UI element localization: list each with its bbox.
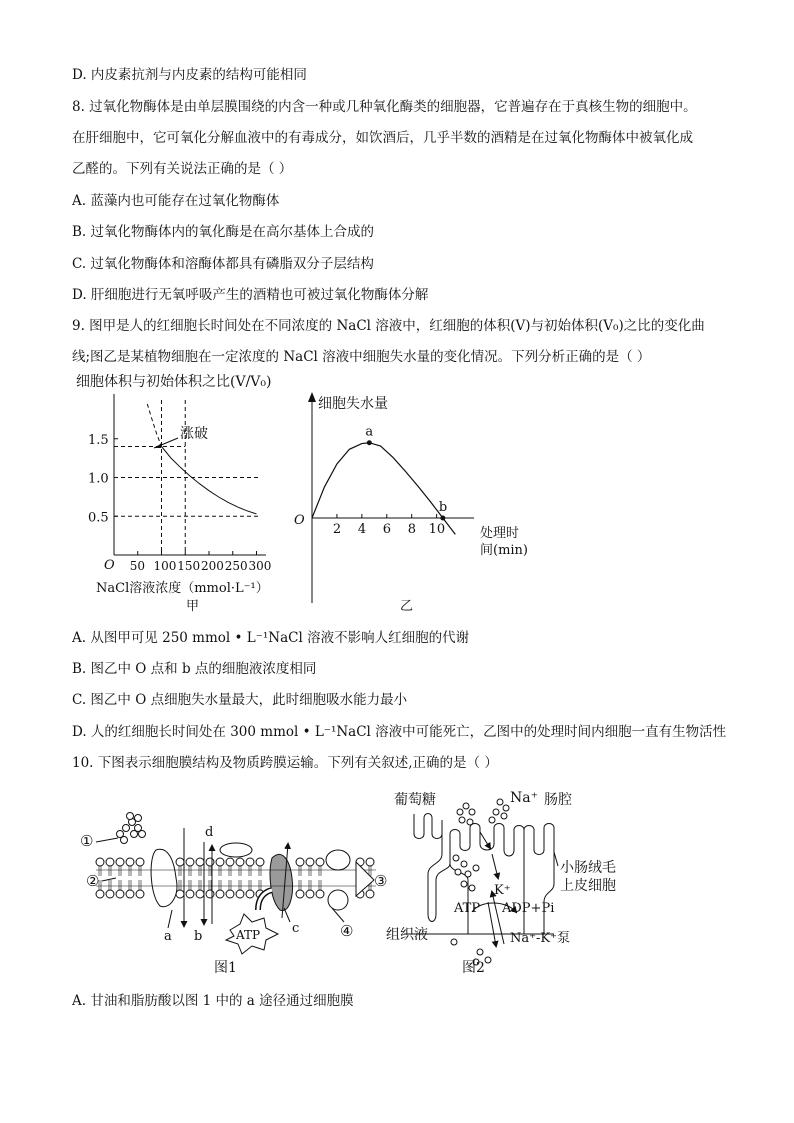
chart-jia-curve-dashed	[147, 404, 161, 447]
phospholipid-head	[216, 858, 224, 866]
chart-jia-y-tick-label: 1.0	[88, 471, 109, 487]
q9-stem-line-2: 线;图乙是某植物细胞在一定浓度的 NaCl 溶液中细胞失水量的变化情况。下列分析正确的是（ ）	[72, 349, 651, 365]
phospholipid-head	[236, 858, 244, 866]
glucose-molecule-icon	[473, 865, 479, 871]
chart-jia-x-tick-label: 50	[129, 559, 146, 573]
fig2-label-villus1: 小肠绒毛	[560, 860, 616, 876]
phospholipid-head	[256, 858, 264, 866]
glucose-molecule-icon	[493, 809, 499, 815]
glucose-molecule-icon	[459, 817, 465, 823]
fig2-label-adp: ADP+Pi	[502, 901, 555, 916]
glucose-molecule-icon	[489, 817, 495, 823]
glucose-molecule-icon	[451, 939, 457, 945]
protein-right	[326, 850, 350, 870]
chart-yi-point-a	[367, 440, 372, 445]
fig2-label-k: K⁺	[494, 883, 511, 898]
fig1-label-2: ②	[86, 872, 100, 890]
protein-a	[151, 849, 177, 906]
chart-jia	[66, 370, 306, 620]
chart-jia-origin: O	[104, 558, 115, 573]
glucose-molecule-icon	[463, 803, 469, 809]
chart-jia-x-tick-label: 300	[248, 559, 272, 573]
phospholipid-head	[206, 890, 214, 898]
epithelial-cell-middle	[450, 824, 524, 935]
q10-stem: 10. 下图表示细胞膜结构及物质跨膜运输。下列有关叙述,正确的是（ ）	[72, 755, 498, 771]
phospholipid-head	[246, 858, 254, 866]
phospholipid-head	[136, 890, 144, 898]
phospholipid-head	[186, 858, 194, 866]
phospholipid-head	[206, 858, 214, 866]
phospholipid-head	[106, 890, 114, 898]
fig2-label-lumen: 肠腔	[544, 792, 572, 808]
phospholipid-head	[196, 890, 204, 898]
fig1-label-c: c	[292, 921, 300, 936]
fig1-label-4: ④	[340, 922, 354, 940]
q9-option-c: C. 图乙中 O 点细胞失水量最大，此时细胞吸水能力最小	[72, 692, 408, 708]
glucose-molecule-icon	[497, 799, 503, 805]
q8-option-a: A. 蓝藻内也可能存在过氧化物酶体	[72, 193, 280, 209]
phospholipid-head	[246, 890, 254, 898]
fig2-label-pump: Na⁺-K⁺泵	[510, 931, 570, 946]
chart-yi-point-b	[440, 516, 445, 521]
protein-4	[328, 890, 348, 910]
fig1-label-1: ①	[80, 832, 94, 850]
q8-stem-line-1: 8. 过氧化物酶体是由单层膜围绕的内含一种或几种氧化酶类的细胞器，它普遍存在于真核生物的细胞中。	[72, 99, 697, 115]
fig2-label-glucose: 葡萄糖	[394, 792, 436, 808]
phospholipid-head	[116, 858, 124, 866]
fig2-label-na: Na⁺	[510, 790, 538, 806]
phospholipid-head	[96, 890, 104, 898]
phospholipid-head	[176, 890, 184, 898]
phospholipid-head	[196, 858, 204, 866]
chart-jia-xlabel: NaCl溶液浓度（mmol·L⁻¹）	[96, 581, 269, 596]
chart-yi	[290, 388, 550, 620]
chart-jia-title: 细胞体积与初始体积之比(V/V₀)	[76, 374, 272, 390]
q9-option-b: B. 图乙中 O 点和 b 点的细胞液浓度相同	[72, 661, 317, 677]
fig2-label-atp: ATP	[454, 901, 481, 916]
figure-1-membrane	[76, 788, 396, 984]
chart-yi-xlabel-2: 间(min)	[480, 543, 529, 558]
chart-yi-ylabel: 细胞失水量	[318, 396, 388, 412]
fig2-label-tissue: 组织液	[386, 927, 428, 943]
phospholipid-head	[106, 858, 114, 866]
chart-yi-point-label: b	[438, 500, 448, 515]
q9-stem-line-1: 9. 图甲是人的红细胞长时间处在不同浓度的 NaCl 溶液中，红细胞的体积(V)与初始体积(V₀)之比的变化曲	[72, 318, 705, 334]
glucose-molecule-icon	[461, 881, 467, 887]
phospholipid-head	[366, 858, 374, 866]
chart-jia-curve	[162, 447, 257, 514]
q8-stem-line-2: 在肝细胞中，它可氧化分解血液中的有毒成分，如饮酒后，几乎半数的酒精是在过氧化物酶体中被氧化成	[72, 130, 693, 146]
chart-yi-x-tick-label: 10	[428, 522, 446, 537]
fig1-label-d: d	[205, 825, 214, 840]
fig1-label-b: b	[194, 929, 203, 944]
chart-yi-origin: O	[294, 513, 305, 528]
phospholipid-head	[316, 890, 324, 898]
chart-jia-y-tick-label: 0.5	[88, 510, 109, 526]
glucose-molecule-icon	[457, 809, 463, 815]
q8-option-b: B. 过氧化物酶体内的氧化酶是在高尔基体上合成的	[72, 224, 375, 240]
chart-jia-caption: 甲	[186, 599, 200, 614]
phospholipid-head	[296, 890, 304, 898]
phospholipid-head	[316, 858, 324, 866]
chart-jia-x-tick-label: 100	[153, 559, 177, 573]
glucose-molecule-icon	[465, 871, 471, 877]
epithelial-cell-left	[414, 814, 450, 922]
chart-yi-x-tick-label: 4	[357, 522, 367, 537]
figure-2-intestine	[384, 784, 624, 984]
fig1-label-3: ③	[374, 872, 388, 890]
q7-option-d: D. 内皮素抗剂与内皮素的结构可能相同	[72, 67, 307, 83]
fig1-label-a: a	[164, 929, 172, 944]
phospholipid-head	[96, 858, 104, 866]
protein-top	[220, 843, 252, 857]
fig2-caption: 图2	[462, 960, 485, 976]
glucose-molecule-icon	[503, 805, 509, 811]
phospholipid-head	[126, 890, 134, 898]
glucose-molecule-icon	[455, 869, 461, 875]
glucose-molecule-icon	[485, 957, 491, 963]
phospholipid-head	[296, 858, 304, 866]
phospholipid-head	[306, 858, 314, 866]
q8-option-c: C. 过氧化物酶体和溶酶体都具有磷脂双分子层结构	[72, 256, 374, 272]
chart-jia-x-tick-label: 150	[177, 559, 201, 573]
phospholipid-head	[136, 858, 144, 866]
chart-yi-xlabel-1: 处理时	[480, 526, 520, 541]
phospholipid-head	[126, 858, 134, 866]
glucose-molecule-icon	[469, 809, 475, 815]
q9-option-d: D. 人的红细胞长时间处在 300 mmol • L⁻¹NaCl 溶液中可能死亡，乙图中的处理时间内细胞一直有生物活性	[72, 724, 727, 740]
chart-yi-point-label: a	[365, 424, 374, 440]
phospholipid-head	[116, 890, 124, 898]
phospholipid-head	[366, 890, 374, 898]
chart-yi-x-tick-label: 6	[382, 522, 392, 537]
fig2-label-villus2: 上皮细胞	[560, 878, 616, 894]
phospholipid-head	[186, 890, 194, 898]
glucose-molecule-icon	[453, 855, 459, 861]
chart-jia-y-tick-label: 1.5	[88, 432, 109, 448]
glucose-molecule-icon	[477, 949, 483, 955]
chart-yi-curve	[312, 443, 455, 535]
carrier-protein-c	[270, 854, 292, 910]
phospholipid-head	[226, 858, 234, 866]
glucose-molecule-icon	[469, 885, 475, 891]
fig1-label-atp: ATP	[236, 928, 261, 942]
glycoprotein-icon	[117, 813, 146, 844]
glucose-molecule-icon	[461, 861, 467, 867]
epithelial-cell-right	[524, 824, 554, 935]
glucose-molecule-icon	[467, 819, 473, 825]
chart-yi-x-tick-label: 8	[407, 522, 416, 537]
phospholipid-head	[236, 890, 244, 898]
fig1-caption: 图1	[214, 960, 237, 976]
q8-option-d: D. 肝细胞进行无氧呼吸产生的酒精也可被过氧化物酶体分解	[72, 287, 429, 303]
chart-yi-x-tick-label: 2	[332, 522, 342, 537]
chart-jia-x-tick-label: 200	[201, 559, 224, 573]
q8-stem-line-3: 乙醛的。下列有关说法正确的是（ ）	[72, 161, 293, 177]
phospholipid-head	[226, 890, 234, 898]
q10-option-a: A. 甘油和脂肪酸以图 1 中的 a 途径通过细胞膜	[72, 993, 354, 1009]
phospholipid-head	[216, 890, 224, 898]
phospholipid-head	[176, 858, 184, 866]
q9-option-a: A. 从图甲可见 250 mmol • L⁻¹NaCl 溶液不影响人红细胞的代谢	[72, 630, 470, 646]
chart-yi-caption: 乙	[400, 599, 414, 614]
glucose-molecule-icon	[501, 813, 507, 819]
phospholipid-head	[306, 890, 314, 898]
chart-jia-x-tick-label: 250	[224, 559, 248, 573]
chart-jia-annotation: 涨破	[180, 426, 208, 442]
